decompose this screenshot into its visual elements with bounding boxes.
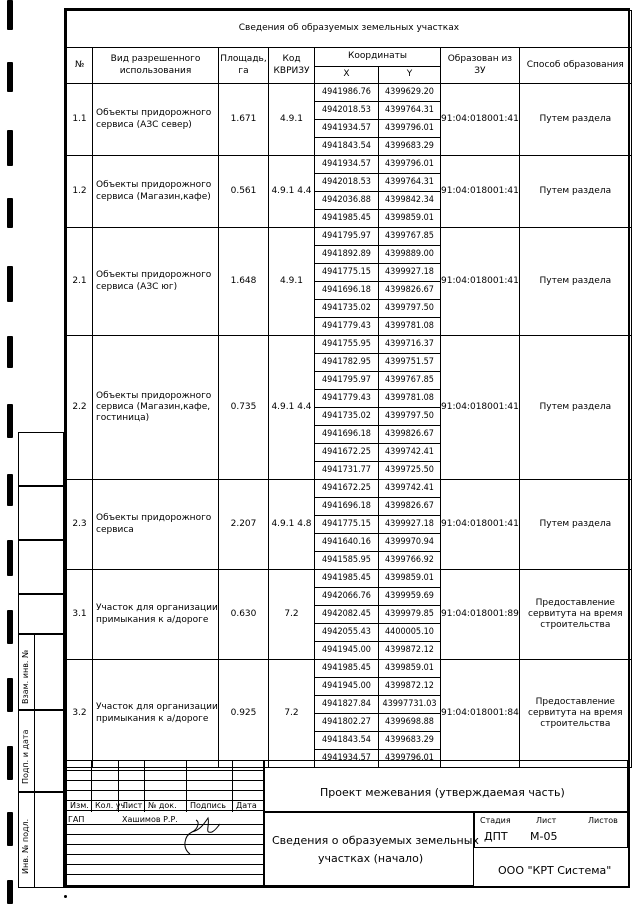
parcel-num: 3.2 [67, 660, 93, 768]
parcel-area: 0.925 [219, 660, 269, 768]
coord-y: 4399826.67 [379, 498, 441, 516]
binder-mark [7, 62, 13, 92]
coord-x: 4941782.95 [315, 354, 379, 372]
binder-mark [7, 610, 13, 644]
col-coords: Координаты [315, 48, 441, 67]
sheet-title-line2: участках (начало) [318, 852, 424, 865]
coord-y: 4399764.31 [379, 174, 441, 192]
sign-date-label: Подп. и дата [21, 729, 30, 784]
stamp-col-doc: № док. [148, 801, 177, 810]
coord-x: 4942082.45 [315, 606, 379, 624]
coord-x: 4941934.57 [315, 120, 379, 138]
signature-mark [174, 810, 224, 860]
coord-x: 4941985.45 [315, 660, 379, 678]
title-block [66, 760, 628, 886]
coord-x: 4941779.43 [315, 318, 379, 336]
binder-mark [7, 746, 13, 780]
parcel-use: Объекты придорожного сервиса (АЗС юг) [93, 228, 219, 336]
coord-y: 4399826.67 [379, 282, 441, 300]
parcel-use: Объекты придорожного сервиса (АЗС север) [93, 84, 219, 156]
dot [64, 895, 67, 898]
table-row [67, 570, 632, 588]
sheet-title-line1: Сведения о образуемых земельных [272, 834, 479, 847]
stamp-col-kol: Кол. уч. [95, 801, 128, 810]
coord-x: 4941985.45 [315, 570, 379, 588]
col-method: Способ образования [519, 48, 631, 84]
coord-x: 4942018.53 [315, 174, 379, 192]
table-row [67, 660, 632, 678]
parcel-use: Объекты придорожного сервиса (Магазин,кафе, гостиница) [93, 336, 219, 480]
coord-y: 4399826.67 [379, 426, 441, 444]
table-row [67, 156, 632, 174]
parcel-use: Объекты придорожного сервиса [93, 480, 219, 570]
coord-y: 4399796.01 [379, 156, 441, 174]
parcel-from: 91:04:018001:89 [441, 570, 520, 660]
coord-x: 4941731.77 [315, 462, 379, 480]
table-row [67, 336, 632, 354]
parcel-method: Путем раздела [519, 480, 631, 570]
coord-y: 4399796.01 [379, 750, 441, 768]
coord-x: 4941985.45 [315, 210, 379, 228]
coord-y: 4399742.41 [379, 444, 441, 462]
coord-y: 4400005.10 [379, 624, 441, 642]
parcel-num: 2.2 [67, 336, 93, 480]
coord-x: 4941585.95 [315, 552, 379, 570]
parcel-num: 2.3 [67, 480, 93, 570]
parcel-method: Предоставление сервитута на время строительства [519, 660, 631, 768]
stage-value: ДПТ [484, 830, 508, 843]
table-row [67, 228, 632, 246]
coord-x: 4942066.76 [315, 588, 379, 606]
stamp-col-date: Дата [236, 801, 257, 810]
coord-y: 4399859.01 [379, 660, 441, 678]
coord-y: 4399781.08 [379, 390, 441, 408]
table-row [67, 480, 632, 498]
company-name: ООО "КРТ Система" [498, 864, 612, 877]
coord-x: 4941945.00 [315, 642, 379, 660]
coord-x: 4941735.02 [315, 300, 379, 318]
coord-x: 4941934.57 [315, 750, 379, 768]
coord-y: 43997731.03 [379, 696, 441, 714]
stamp-col-izm: Изм. [70, 801, 89, 810]
coord-x: 4941696.18 [315, 498, 379, 516]
coord-y: 4399766.92 [379, 552, 441, 570]
col-use: Вид разрешенного использования [93, 48, 219, 84]
parcel-use: Участок для организации примыкания к а/дороге [93, 660, 219, 768]
parcel-from: 91:04:018001:84 [441, 660, 520, 768]
coord-x: 4941827.84 [315, 696, 379, 714]
binder-mark [7, 130, 13, 166]
parcel-area: 1.671 [219, 84, 269, 156]
coord-y: 4399959.69 [379, 588, 441, 606]
parcel-from: 91:04:018001:41 [441, 156, 520, 228]
parcel-method: Путем раздела [519, 84, 631, 156]
parcel-use: Участок для организации примыкания к а/дороге [93, 570, 219, 660]
coord-y: 4399927.18 [379, 264, 441, 282]
stamp-col-list: Лист [122, 801, 143, 810]
coord-y: 4399872.12 [379, 678, 441, 696]
stage-label: Стадия [480, 816, 511, 825]
parcel-num: 1.1 [67, 84, 93, 156]
parcels-table [66, 10, 632, 768]
parcel-from: 91:04:018001:41 [441, 84, 520, 156]
parcel-num: 2.1 [67, 228, 93, 336]
binder-mark [7, 266, 13, 302]
parcel-area: 0.561 [219, 156, 269, 228]
col-area: Площадь, га [219, 48, 269, 84]
coord-y: 4399751.57 [379, 354, 441, 372]
binder-mark [7, 540, 13, 576]
stamp-name: Хашимов Р.Р. [122, 815, 178, 824]
parcel-code: 4.9.1 4.4 [269, 156, 315, 228]
side-stamp [18, 432, 64, 888]
coord-x: 4941779.43 [315, 390, 379, 408]
sheet-value: М-05 [530, 830, 558, 843]
inv-podl-label: Инв. № подл. [21, 818, 30, 874]
coord-x: 4941672.25 [315, 480, 379, 498]
coord-y: 4399797.50 [379, 300, 441, 318]
coord-x: 4941802.27 [315, 714, 379, 732]
coord-y: 4399767.85 [379, 228, 441, 246]
coord-y: 4399796.01 [379, 120, 441, 138]
coord-y: 4399970.94 [379, 534, 441, 552]
coord-x: 4942036.88 [315, 192, 379, 210]
coord-x: 4941843.54 [315, 138, 379, 156]
table-row [67, 84, 632, 102]
coord-y: 4399872.12 [379, 642, 441, 660]
parcel-method: Предоставление сервитута на время строительства [519, 570, 631, 660]
parcel-code: 4.9.1 [269, 84, 315, 156]
coord-x: 4941843.54 [315, 732, 379, 750]
coord-y: 4399767.85 [379, 372, 441, 390]
coord-y: 4399742.41 [379, 480, 441, 498]
coord-x: 4942018.53 [315, 102, 379, 120]
parcel-code: 4.9.1 [269, 228, 315, 336]
binder-mark [7, 336, 13, 368]
parcel-code: 4.9.1 4.4 [269, 336, 315, 480]
parcel-from: 91:04:018001:41 [441, 480, 520, 570]
coord-x: 4941640.16 [315, 534, 379, 552]
coord-x: 4941795.97 [315, 228, 379, 246]
stamp-role: ГАП [68, 815, 85, 824]
inv-replace-label: Взам. инв. № [21, 649, 30, 704]
col-x: X [315, 67, 379, 84]
coord-x: 4941945.00 [315, 678, 379, 696]
col-code: Код КВРИЗУ [269, 48, 315, 84]
coord-x: 4941986.76 [315, 84, 379, 102]
coord-y: 4399889.00 [379, 246, 441, 264]
coord-x: 4941696.18 [315, 426, 379, 444]
coord-y: 4399764.31 [379, 102, 441, 120]
page-title: Сведения об образуемых земельных участках [67, 11, 632, 48]
col-y: Y [379, 67, 441, 84]
binder-mark [7, 404, 13, 438]
coord-y: 4399683.29 [379, 732, 441, 750]
binder-mark [7, 0, 13, 30]
parcel-area: 0.735 [219, 336, 269, 480]
project-title: Проект межевания (утверждаемая часть) [320, 786, 565, 799]
coord-y: 4399859.01 [379, 570, 441, 588]
coord-y: 4399716.37 [379, 336, 441, 354]
coord-x: 4942055.43 [315, 624, 379, 642]
coord-y: 4399725.50 [379, 462, 441, 480]
parcel-area: 0.630 [219, 570, 269, 660]
coord-y: 4399859.01 [379, 210, 441, 228]
binder-mark [7, 198, 13, 228]
binder-mark [7, 812, 13, 846]
coord-x: 4941795.97 [315, 372, 379, 390]
parcel-num: 1.2 [67, 156, 93, 228]
parcel-from: 91:04:018001:41 [441, 336, 520, 480]
parcel-method: Путем раздела [519, 156, 631, 228]
parcel-area: 1.648 [219, 228, 269, 336]
coord-x: 4941672.25 [315, 444, 379, 462]
coord-y: 4399683.29 [379, 138, 441, 156]
parcel-num: 3.1 [67, 570, 93, 660]
binder-mark [7, 880, 13, 904]
coord-y: 4399698.88 [379, 714, 441, 732]
parcel-code: 4.9.1 4.8 [269, 480, 315, 570]
coord-x: 4941775.15 [315, 264, 379, 282]
coord-y: 4399842.34 [379, 192, 441, 210]
parcel-area: 2.207 [219, 480, 269, 570]
stamp-col-sign: Подпись [190, 801, 226, 810]
sheet-label: Лист [536, 816, 557, 825]
parcel-code: 7.2 [269, 570, 315, 660]
sheets-label: Листов [588, 816, 618, 825]
parcel-use: Объекты придорожного сервиса (Магазин,кафе) [93, 156, 219, 228]
coord-x: 4941775.15 [315, 516, 379, 534]
coord-y: 4399927.18 [379, 516, 441, 534]
parcel-method: Путем раздела [519, 228, 631, 336]
coord-x: 4941892.89 [315, 246, 379, 264]
parcel-from: 91:04:018001:41 [441, 228, 520, 336]
coord-x: 4941696.18 [315, 282, 379, 300]
col-from: Образован из ЗУ [441, 48, 520, 84]
coord-y: 4399797.50 [379, 408, 441, 426]
coord-x: 4941735.02 [315, 408, 379, 426]
col-num: № [67, 48, 93, 84]
parcel-method: Путем раздела [519, 336, 631, 480]
coord-x: 4941934.57 [315, 156, 379, 174]
coord-y: 4399979.85 [379, 606, 441, 624]
coord-y: 4399781.08 [379, 318, 441, 336]
coord-x: 4941755.95 [315, 336, 379, 354]
binder-mark [7, 678, 13, 712]
binder-mark [7, 474, 13, 506]
coord-y: 4399629.20 [379, 84, 441, 102]
parcel-code: 7.2 [269, 660, 315, 768]
